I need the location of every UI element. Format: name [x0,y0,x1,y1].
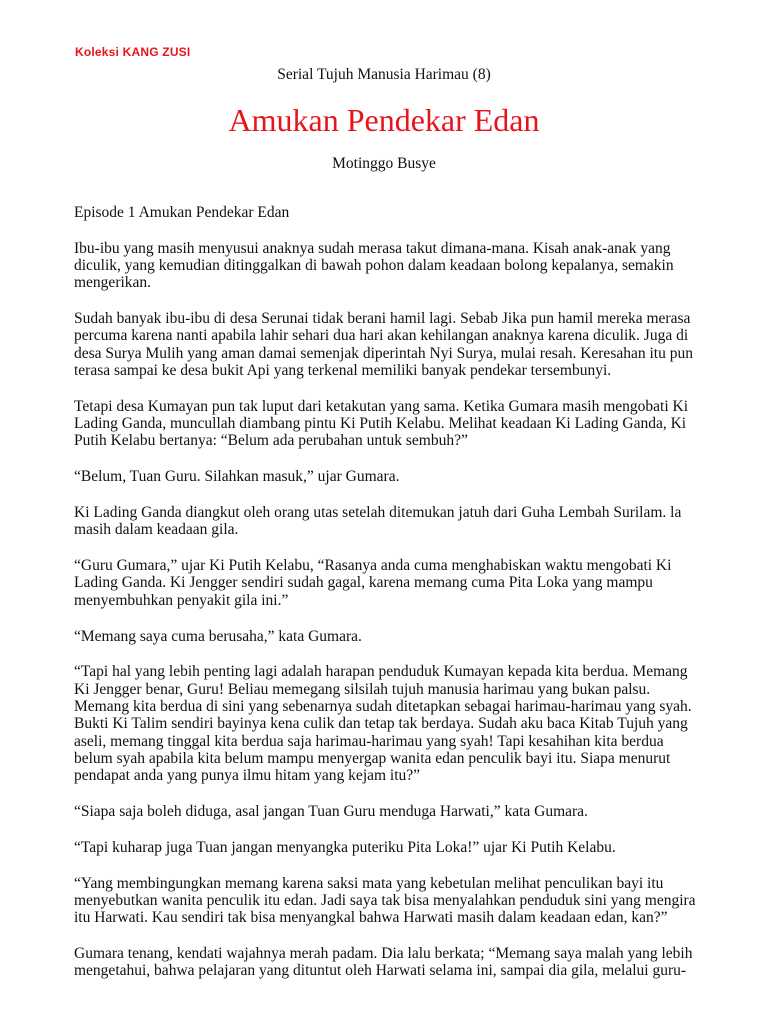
paragraph: “Memang saya cuma berusaha,” kata Gumara. [74,627,362,645]
paragraph: “Tapi hal yang lebih penting lagi adalah harapan penduduk Kumayan kepada kita berdua. Memang Ki Jengger benar, Guru! Beliau memegang silsilah tujuh manusia harimau yang bukan palsu. Memang kita berdua di sini yang sebenarnya sudah ditetapkan sebagai harimau-harimau yang syah. Bukti Ki Talim sendiri bayinya kena culik dan tetap tak berdaya. Sudah aku baca Kitab Tujuh yang aseli, memang tinggal kita berdua saja harimau-harimau yang syah! Tapi kesahihan kita berdua belum syah apabila kita belum mampu menyergap wanita edan penculik bayi itu. Siapa menurut pendapat anda yang punya ilmu hitam yang kejam itu?” [74,663,692,785]
paragraph: Gumara tenang, kendati wajahnya merah padam. Dia lalu berkata; “Memang saya malah yang lebih mengetahui, bahwa pelajaran yang dituntut oleh Harwati selama ini, sampai dia gila, melalui guru- [74,944,693,980]
paragraph: Tetapi desa Kumayan pun tak luput dari ketakutan yang sama. Ketika Gumara masih mengobati Ki Lading Ganda, muncullah diambang pintu Ki Putih Kelabu. Melihat keadaan Ki Lading Ganda, Ki Putih Kelabu bertanya: “Belum ada perubahan untuk sembuh?” [74,397,688,450]
paragraph: Sudah banyak ibu-ibu di desa Serunai tidak berani hamil lagi. Sebab Jika pun hamil mereka merasa percuma karena nanti apabila lahir sehari dua hari akan kehilangan anaknya karena diculik. Juga di desa Surya Mulih yang aman damai semenjak diperintah Nyi Surya, mulai resah. Keresahan itu pun terasa sampai ke desa bukit Api yang terkenal memiliki banyak pendekar tersembunyi. [74,310,693,380]
series-title: Serial Tujuh Manusia Harimau (8) [277,66,491,83]
paragraph: “Siapa saja boleh diduga, asal jangan Tuan Guru menduga Harwati,” kata Gumara. [74,802,588,820]
paragraph: “Yang membingungkan memang karena saksi mata yang kebetulan melihat penculikan bayi itu menyebutkan wanita penculik itu edan. Jadi saya tak bisa menyalahkan penduduk sini yang mengira itu Harwati. Kau sendiri tak bisa menyangkal bahwa Harwati masih dalam keadaan edan, kan?” [74,874,696,927]
paragraph: Ki Lading Ganda diangkut oleh orang utas setelah ditemukan jatuh dari Guha Lembah Surilam. la masih dalam keadaan gila. [74,504,682,539]
episode-heading: Episode 1 Amukan Pendekar Edan [74,204,290,221]
paragraph: “Guru Gumara,” ujar Ki Putih Kelabu, “Rasanya anda cuma menghabiskan waktu mengobati Ki Lading Ganda. Ki Jengger sendiri sudah gagal, karena memang cuma Pita Loka yang mampu menyembuhkan penyakit gila ini.” [74,557,672,609]
document-body [74,204,702,998]
paragraph: Ibu-ibu yang masih menyusui anaknya sudah merasa takut dimana-mana. Kisah anak-anak yang diculik, yang kemudian ditinggalkan di bawah pohon dalam keadaan bolong kepalanya, semakin mengerikan. [74,239,674,292]
collection-label: Koleksi KANG ZUSI [75,45,191,59]
book-title: Amukan Pendekar Edan [228,102,540,138]
paragraph: “Tapi kuharap juga Tuan jangan menyangka puteriku Pita Loka!” ujar Ki Putih Kelabu. [74,838,616,856]
author-name: Motinggo Busye [332,155,436,172]
paragraph: “Belum, Tuan Guru. Silahkan masuk,” ujar Gumara. [74,468,400,486]
